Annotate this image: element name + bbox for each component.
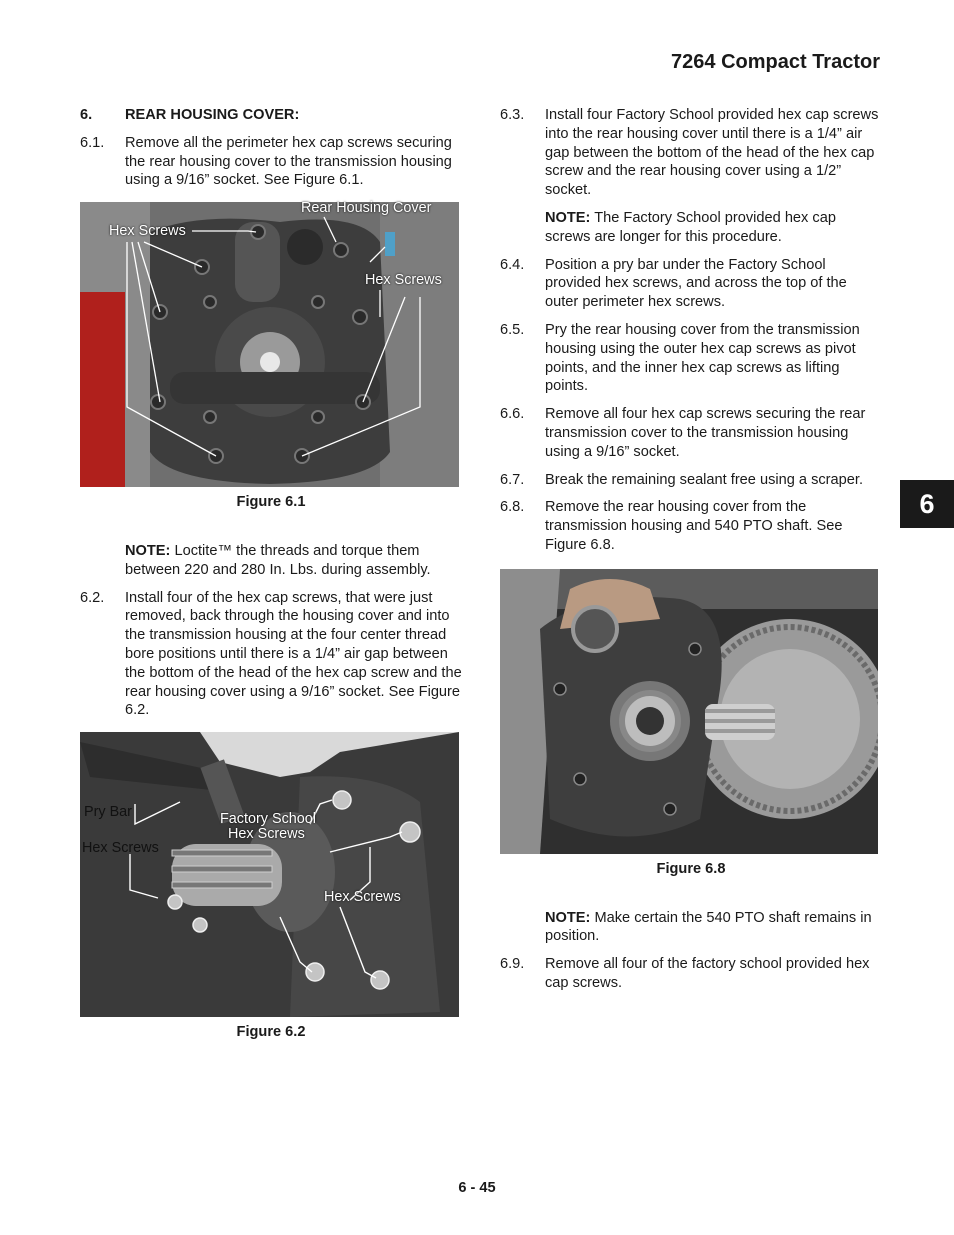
step-text: Remove all four of the factory school provided hex cap screws. bbox=[545, 956, 870, 991]
step-number: 6.3. bbox=[500, 107, 525, 123]
step-text: Remove all the perimeter hex cap screws securing the rear housing cover to the transmission housing using a 9/16” socket. See Figure 6.1. bbox=[125, 134, 452, 189]
note-text: Make certain the 540 PTO shaft remains in position. bbox=[545, 909, 872, 945]
step-text: Pry the rear housing cover from the transmission housing using the outer hex cap screws as pivot points, and the inner hex cap screws as lifting points. bbox=[545, 321, 860, 395]
step-number: 6.8. bbox=[500, 499, 525, 516]
section-heading bbox=[80, 106, 462, 125]
chapter-tab: 6 bbox=[900, 480, 954, 528]
note-text: The Factory School provided hex cap screws are longer for this procedure. bbox=[545, 209, 836, 245]
housing-removed-photo bbox=[500, 569, 878, 854]
note-longer-screws bbox=[545, 209, 882, 247]
right-column bbox=[500, 106, 882, 1002]
note-label: NOTE: bbox=[545, 909, 591, 926]
callout-factory-school-line2: Hex Screws bbox=[228, 826, 305, 843]
step-6-8 bbox=[500, 498, 882, 554]
figure-6-8 bbox=[500, 569, 878, 854]
note-pto bbox=[545, 909, 882, 947]
note-text: Loctite™ the threads and torque them between 220 and 280 In. Lbs. during assembly. bbox=[125, 542, 431, 578]
step-text: Remove the rear housing cover from the transmission housing and 540 PTO shaft. See Figure 6.8. bbox=[545, 499, 843, 553]
section-number: 6. bbox=[80, 107, 93, 123]
callout-hex-screws-left: Hex Screws bbox=[109, 223, 186, 240]
step-number: 6.5. bbox=[500, 321, 525, 338]
pry-bar-photo bbox=[80, 732, 459, 1017]
step-number: 6.1. bbox=[80, 134, 105, 151]
step-6-7 bbox=[500, 471, 882, 490]
figure-6-2 bbox=[80, 732, 459, 1017]
left-column bbox=[80, 106, 462, 1042]
figure-6-1 bbox=[80, 202, 459, 487]
step-number: 6.6. bbox=[500, 406, 525, 423]
figure-6-8-caption: Figure 6.8 bbox=[656, 860, 726, 877]
page-header-title: 7264 Compact Tractor bbox=[671, 51, 880, 73]
section-title: REAR HOUSING COVER: bbox=[125, 107, 300, 123]
figure-6-1-caption: Figure 6.1 bbox=[236, 494, 306, 511]
step-6-6 bbox=[500, 405, 882, 461]
callout-hex-screws-left: Hex Screws bbox=[82, 840, 159, 857]
step-6-1 bbox=[80, 134, 462, 190]
note-label: NOTE: bbox=[545, 209, 591, 226]
callout-hex-screws-right: Hex Screws bbox=[365, 272, 442, 289]
step-number: 6.9. bbox=[500, 956, 525, 973]
rear-housing-photo bbox=[80, 202, 459, 487]
page-number: 6 - 45 bbox=[458, 1180, 496, 1196]
callout-factory-school-line1: Factory School bbox=[220, 811, 316, 828]
step-text: Remove all four hex cap screws securing the rear transmission cover to the transmission housing using a 9/16” socket. bbox=[545, 406, 866, 460]
callout-hex-screws-right: Hex Screws bbox=[324, 889, 401, 906]
step-6-3 bbox=[500, 106, 882, 200]
step-number: 6.7. bbox=[500, 471, 525, 488]
figure-6-2-caption: Figure 6.2 bbox=[236, 1024, 306, 1041]
step-text: Position a pry bar under the Factory School provided hex screws, and across the top of the outer perimeter hex screws. bbox=[545, 256, 847, 311]
step-6-9 bbox=[500, 955, 882, 993]
step-text: Install four of the hex cap screws, that were just removed, back through the housing cover and into the transmission housing at the four center thread bore positions until there is a 1/4” air gap between the bottom of the head of the hex cap screw and the rear housing cover using a 9/16” socket. See Figure 6.2. bbox=[125, 589, 462, 719]
callout-rear-housing-cover: Rear Housing Cover bbox=[301, 200, 432, 217]
step-6-5 bbox=[500, 321, 882, 396]
note-label: NOTE: bbox=[125, 542, 171, 559]
note-loctite bbox=[125, 542, 462, 580]
step-text: Break the remaining sealant free using a scraper. bbox=[545, 471, 863, 488]
step-text: Install four Factory School provided hex cap screws into the rear housing cover until there is a 1/4” air gap between the bottom of the head of the hex cap screw and the rear housing cover using a 1/2” socket. bbox=[545, 107, 879, 199]
step-6-4 bbox=[500, 256, 882, 312]
step-number: 6.2. bbox=[80, 589, 105, 606]
callout-pry-bar: Pry Bar bbox=[84, 804, 132, 821]
step-number: 6.4. bbox=[500, 256, 525, 273]
step-6-2 bbox=[80, 589, 462, 721]
